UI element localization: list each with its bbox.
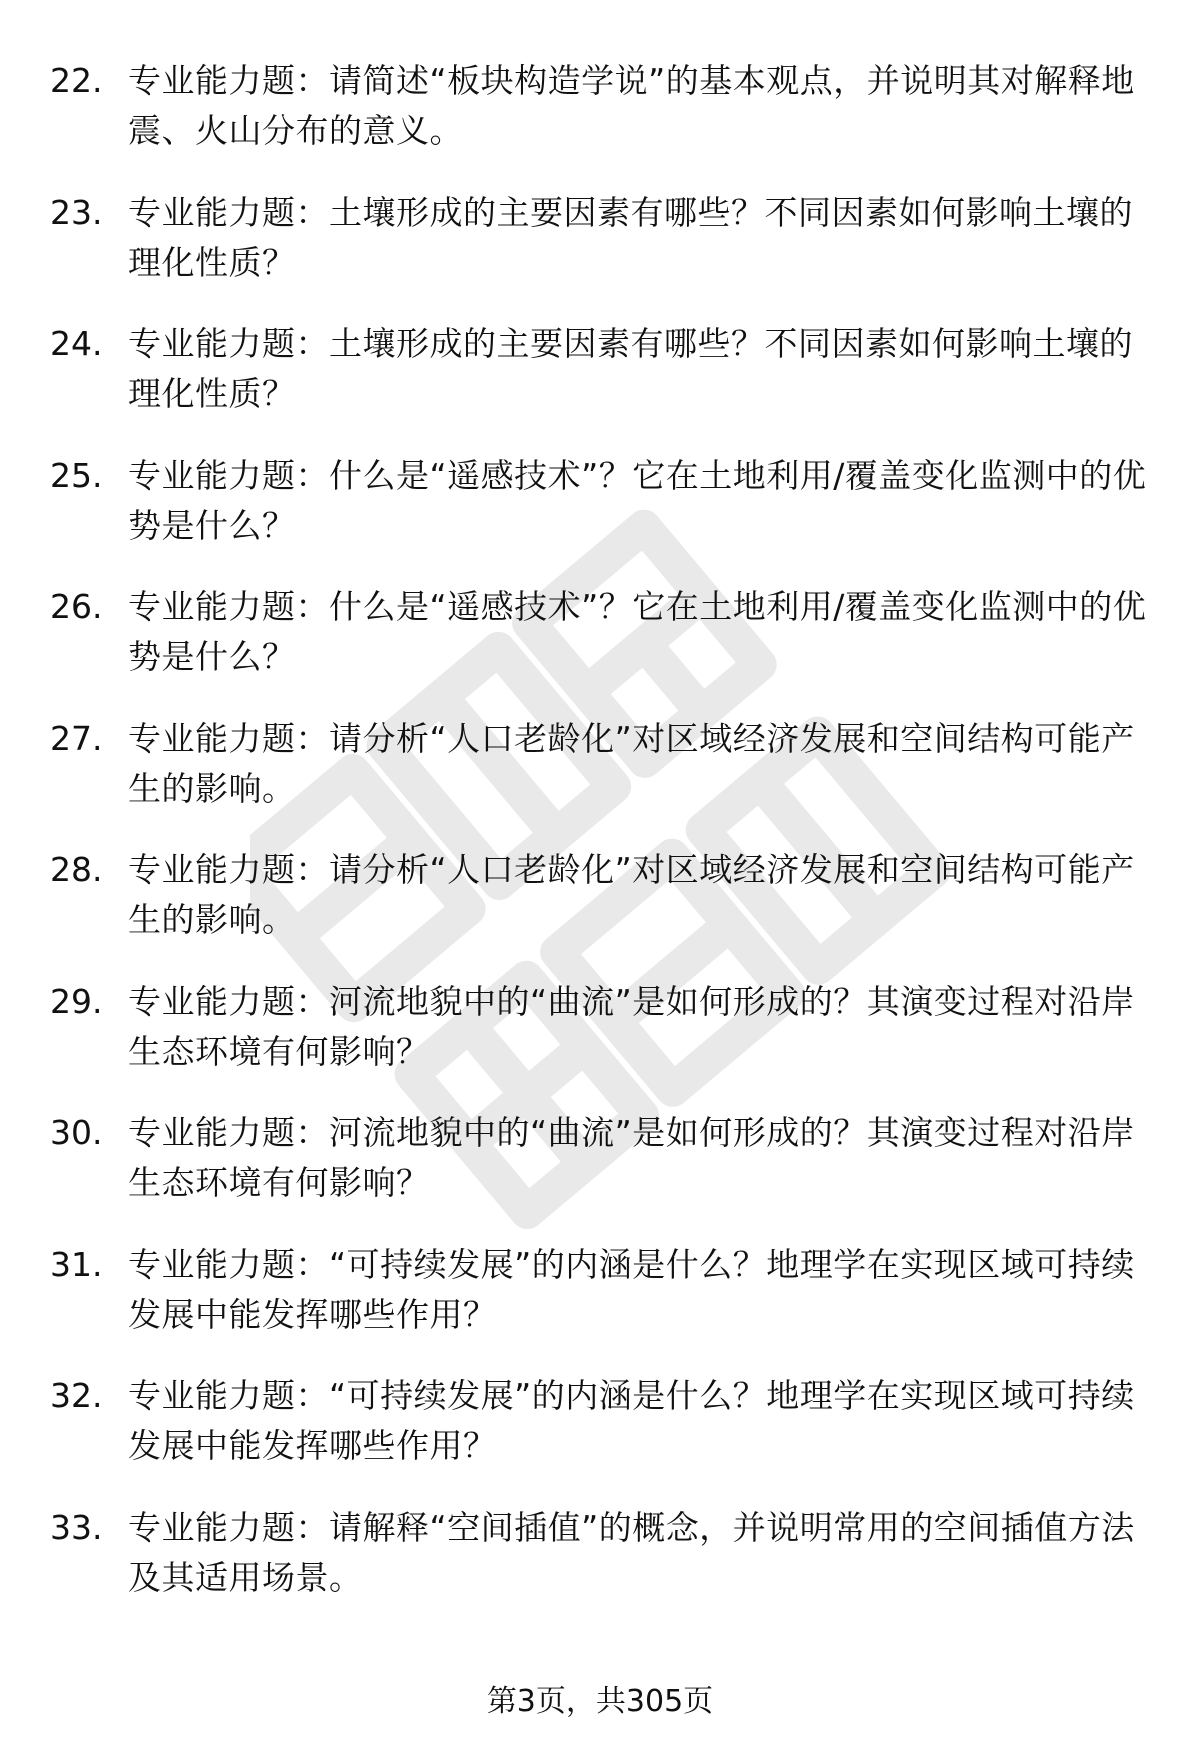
question-number: 28. (50, 850, 103, 889)
question-number: 32. (50, 1376, 103, 1415)
list-item (0, 845, 1200, 977)
question-text: 专业能力题：“可持续发展”的内涵是什么？地理学在实现区域可持续发展中能发挥哪些作用？ (128, 1376, 1135, 1465)
list-item (0, 188, 1200, 320)
question-number: 31. (50, 1244, 103, 1284)
question-number: 30. (50, 1113, 103, 1152)
question-number: 22. (50, 61, 103, 100)
question-text: 专业能力题：土壤形成的主要因素有哪些？不同因素如何影响土壤的理化性质？ (128, 324, 1133, 413)
question-number: 29. (50, 981, 103, 1021)
question-text: 专业能力题：请分析“人口老龄化”对区域经济发展和空间结构可能产生的影响。 (128, 850, 1135, 939)
question-text: 专业能力题：请解释“空间插值”的概念，并说明常用的空间插值方法及其适用场景。 (128, 1507, 1135, 1597)
question-text: 专业能力题：请简述“板块构造学说”的基本观点，并说明其对解释地震、火山分布的意义。 (128, 61, 1135, 150)
list-item (0, 714, 1200, 846)
question-number: 25. (50, 455, 103, 495)
page-footer: 第3页，共305页 (486, 1684, 714, 1719)
question-text: 专业能力题：土壤形成的主要因素有哪些？不同因素如何影响土壤的理化性质？ (128, 192, 1133, 282)
list-item (0, 977, 1200, 1109)
question-text: 专业能力题：什么是“遥感技术”？它在土地利用/覆盖变化监测中的优势是什么？ (128, 587, 1147, 676)
list-item (0, 1108, 1200, 1240)
question-text: 专业能力题：河流地貌中的“曲流”是如何形成的？其演变过程对沿岸生态环境有何影响？ (128, 1113, 1135, 1202)
list-item (0, 1240, 1200, 1372)
question-number: 26. (50, 587, 103, 626)
question-text: 专业能力题：“可持续发展”的内涵是什么？地理学在实现区域可持续发展中能发挥哪些作用？ (128, 1244, 1135, 1334)
question-number: 24. (50, 324, 103, 363)
list-item (0, 1503, 1200, 1635)
question-number: 33. (50, 1507, 103, 1547)
list-item (0, 319, 1200, 451)
list-item (0, 1371, 1200, 1503)
list-item (0, 451, 1200, 583)
question-number: 23. (50, 192, 103, 232)
question-text: 专业能力题：什么是“遥感技术”？它在土地利用/覆盖变化监测中的优势是什么？ (128, 455, 1147, 545)
question-text: 专业能力题：河流地貌中的“曲流”是如何形成的？其演变过程对沿岸生态环境有何影响？ (128, 981, 1135, 1071)
list-item (0, 56, 1200, 188)
question-number: 27. (50, 718, 103, 758)
list-item (0, 582, 1200, 714)
question-text: 专业能力题：请分析“人口老龄化”对区域经济发展和空间结构可能产生的影响。 (128, 718, 1135, 808)
question-list (0, 56, 1200, 1634)
